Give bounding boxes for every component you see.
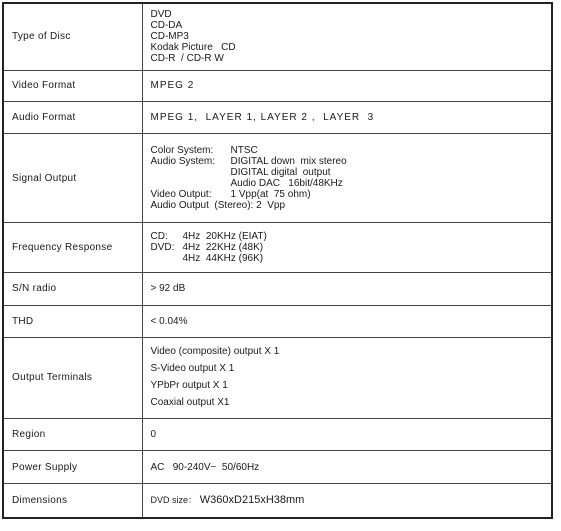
cd-frequency-value: 4Hz 20KHz (EIAT) [182,230,267,242]
disc-type-item: DVD [150,9,172,21]
row-thd [3,305,552,337]
value-dimensions [142,484,552,518]
dimensions-prefix: DVD size： [150,495,198,506]
audio-output-stereo: Audio Output (Stereo): 2 Vpp [150,200,286,212]
audio-system-value: DIGITAL digital output [230,167,331,179]
row-frequency-response [3,223,552,272]
specifications-table [2,2,553,519]
row-audio-format [3,101,552,133]
value-type-of-disc [142,3,552,70]
row-region [3,419,552,451]
output-terminal-item: Video (composite) output X 1 [150,346,280,358]
row-type-of-disc [3,3,552,70]
dvd-frequency-value: 4Hz 22KHz (48K) [182,241,264,253]
label-power-supply: Power Supply [3,451,142,484]
label-video-format: Video Format [3,70,142,101]
row-video-format [3,70,552,101]
disc-type-item: CD-R / CD-R W [150,53,224,65]
value-thd: < 0.04% [142,305,552,337]
label-signal-output: Signal Output [3,133,142,222]
value-output-terminals [142,337,552,418]
value-sn-radio: > 92 dB [142,272,552,305]
label-thd: THD [3,305,142,337]
color-system-value: NTSC [230,145,258,157]
dvd-key: DVD: [150,241,175,253]
color-system-key: Color System: [150,145,214,157]
audio-system-value: Audio DAC 16bit/48KHz [230,178,343,190]
dvd-frequency-value: 4Hz 44KHz (96K) [182,252,264,264]
dimensions-value: W360xD215xH38mm [199,494,305,507]
row-power-supply [3,451,552,484]
video-output-key: Video Output: [150,189,212,201]
row-signal-output [3,133,552,222]
row-sn-radio [3,272,552,305]
label-region: Region [3,419,142,451]
value-power-supply: AC 90-240V~ 50/60Hz [142,451,552,484]
label-dimensions: Dimensions [3,484,142,518]
label-type-of-disc: Type of Disc [3,3,142,70]
video-output-value: 1 Vpp(at 75 ohm) [230,189,311,201]
cd-key: CD: [150,230,168,242]
disc-type-item: CD-MP3 [150,31,189,43]
disc-type-item: CD-DA [150,20,183,32]
value-audio-format: MPEG 1, LAYER 1, LAYER 2 , LAYER 3 [142,101,552,133]
disc-type-item: Kodak Picture CD [150,42,236,54]
row-output-terminals [3,337,552,418]
value-frequency-response [142,223,552,272]
label-sn-radio: S/N radio [3,272,142,305]
audio-system-key: Audio System: [150,156,215,168]
value-region: 0 [142,419,552,451]
label-frequency-response: Frequency Response [3,223,142,272]
label-output-terminals: Output Terminals [3,337,142,418]
value-video-format: MPEG 2 [142,70,552,101]
row-dimensions [3,484,552,518]
audio-system-value: DIGITAL down mix stereo [230,156,347,168]
output-terminal-item: Coaxial output X1 [150,397,230,409]
output-terminal-item: S-Video output X 1 [150,363,235,375]
output-terminal-item: YPbPr output X 1 [150,380,228,392]
value-signal-output [142,133,552,222]
label-audio-format: Audio Format [3,101,142,133]
